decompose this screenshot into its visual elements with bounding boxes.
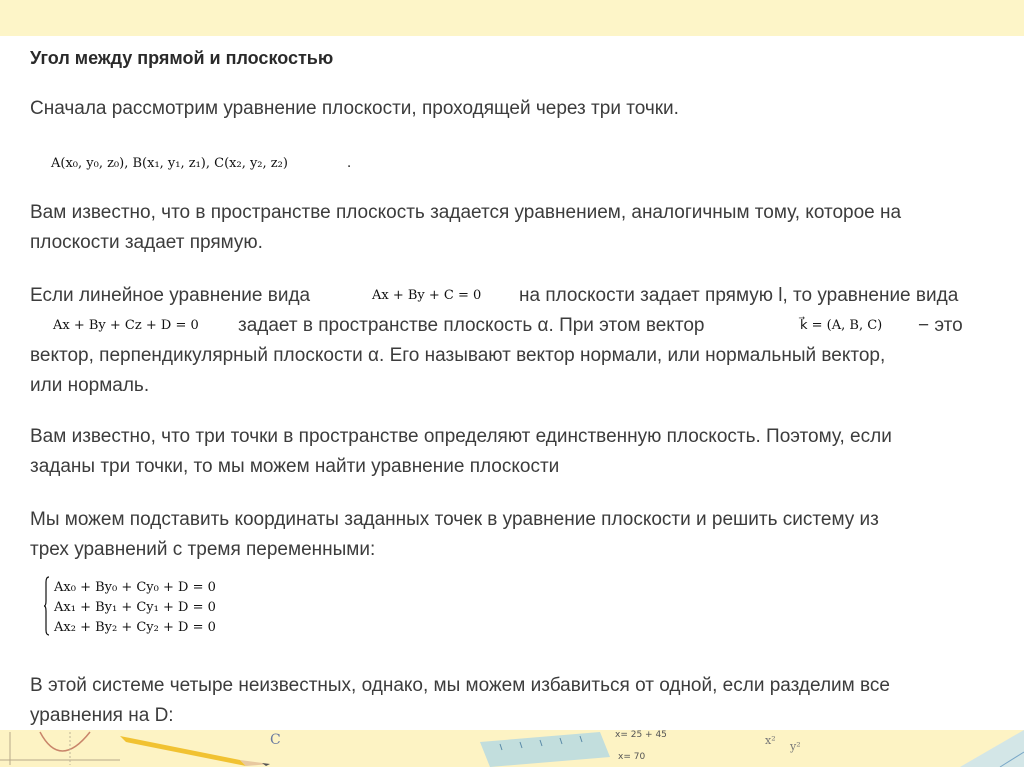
paragraph-plane-line2: плоскости задает прямую. (30, 232, 263, 253)
paragraph-three-points-line2: заданы три точки, то мы можем найти уравнение плоскости (30, 456, 560, 477)
system-equation-3: Ax₂ + By₂ + Cy₂ + D = 0 (54, 620, 216, 635)
formula-three-points-period: . (347, 156, 352, 171)
formula-plane-equation: Ax + By + Cz + D = 0 (53, 318, 199, 333)
decor-letter: C (270, 732, 281, 748)
paragraph-linear-line1a: Если линейное уравнение вида (30, 285, 311, 306)
paragraph-linear-line1b: на плоскости задает прямую l, то уравнение вида (519, 285, 959, 306)
paragraph-intro: Сначала рассмотрим уравнение плоскости, проходящей через три точки. (30, 98, 679, 119)
decor-formula-4: y² (790, 740, 801, 753)
formula-line-equation: Ax + By + C = 0 (372, 288, 482, 303)
slide-bottom-decoration (0, 730, 1024, 767)
paragraph-linear-line2b: − это (918, 315, 963, 336)
paragraph-linear-line3: вектор, перпендикулярный плоскости α. Его называют вектор нормали, или нормальный вектор, (30, 345, 886, 366)
pencil-icon (120, 730, 280, 767)
paragraph-linear-line2a: задает в пространстве плоскость α. При этом вектор (238, 315, 705, 336)
slide-top-background (0, 0, 1024, 36)
graph-sketch-icon (0, 730, 130, 767)
paragraph-plane-line1: Вам известно, что в пространстве плоскость задается уравнением, аналогичным тому, которое на (30, 202, 902, 223)
decor-formula-2: x= 70 (618, 752, 646, 762)
paragraph-substitute-line1: Мы можем подставить координаты заданных точек в уравнение плоскости и решить систему из (30, 509, 879, 530)
paragraph-substitute-line2: трех уравнений с тремя переменными: (30, 539, 376, 560)
paragraph-three-points-line1: Вам известно, что три точки в пространстве определяют единственную плоскость. Поэтому, если (30, 426, 892, 447)
system-brace-icon (44, 576, 50, 636)
triangle-ruler-icon (940, 730, 1024, 767)
paragraph-divide-line2: уравнения на D: (30, 705, 174, 726)
decor-formula-3: x² (765, 734, 776, 747)
slide-title: Угол между прямой и плоскостью (30, 48, 334, 68)
ruler-icon (480, 732, 610, 767)
slide-content (0, 36, 1024, 730)
paragraph-linear-line4: или нормаль. (30, 375, 150, 396)
paragraph-divide-line1: В этой системе четыре неизвестных, однако, мы можем избавиться от одной, если разделим все (30, 675, 890, 696)
decor-formula-1: x= 25 + 45 (615, 730, 667, 740)
system-equation-2: Ax₁ + By₁ + Cy₁ + D = 0 (54, 600, 216, 615)
system-equation-1: Ax₀ + By₀ + Cy₀ + D = 0 (54, 580, 216, 595)
formula-three-points: A(x₀, y₀, z₀), B(x₁, y₁, z₁), C(x₂, y₂, z₂) (51, 156, 288, 171)
formula-normal-vector: k⃗ = (A, B, C) (800, 318, 883, 333)
